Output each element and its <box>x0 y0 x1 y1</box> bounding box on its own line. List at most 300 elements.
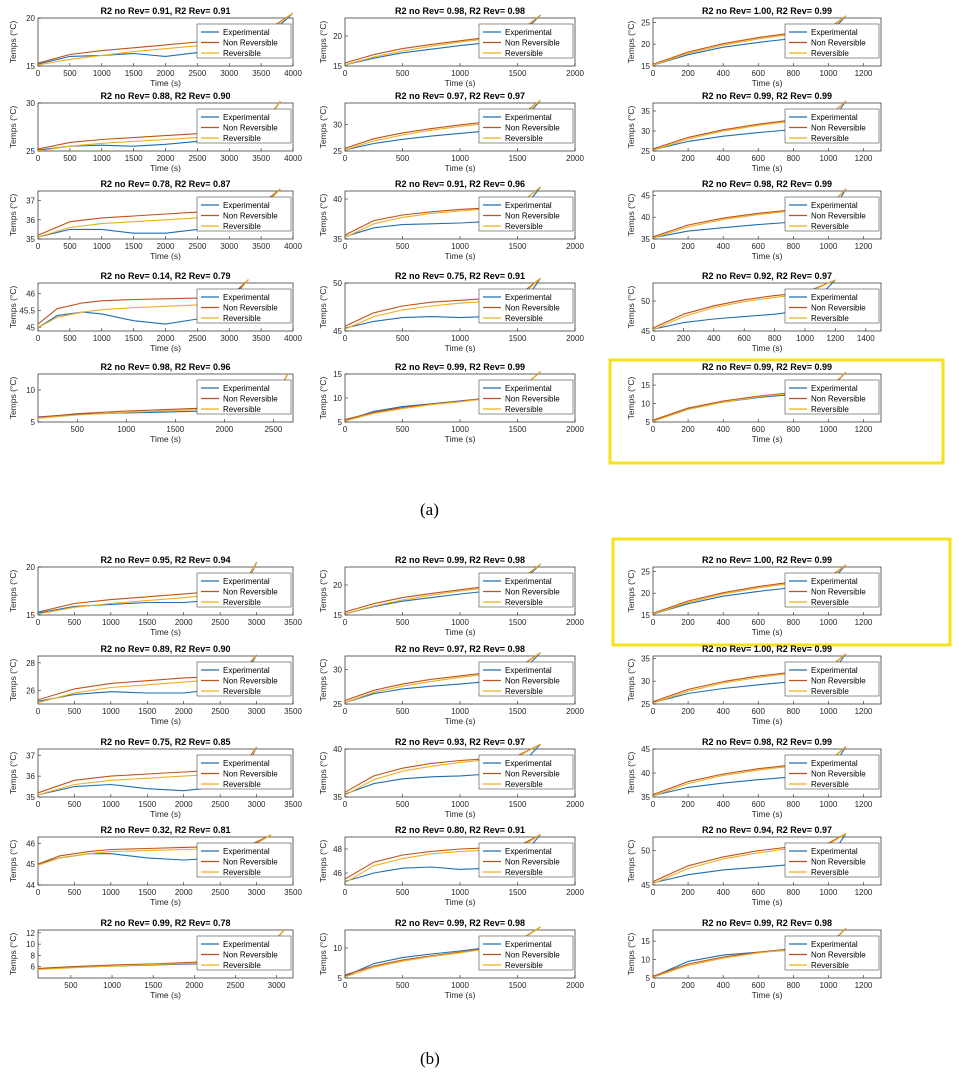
x-tick-label: 4000 <box>284 154 302 163</box>
x-tick-label: 3500 <box>252 154 271 163</box>
legend-entry: Experimental <box>811 940 858 949</box>
y-tick-label: 35 <box>641 107 650 116</box>
y-tick-label: 48 <box>333 845 342 854</box>
x-tick-label: 800 <box>786 154 800 163</box>
subplot-title: R2 no Rev= 0.98, R2 Rev= 0.99 <box>701 179 833 189</box>
y-tick-label: 45 <box>26 860 35 870</box>
legend-entry: Non Reversible <box>223 123 278 133</box>
y-tick-label: 20 <box>26 563 35 572</box>
x-axis-label: Time (s) <box>150 78 181 88</box>
x-tick-label: 1000 <box>819 69 838 78</box>
subplot-title: R2 no Rev= 0.99, R2 Rev= 0.78 <box>100 918 231 928</box>
subplot-title: R2 no Rev= 0.98, R2 Rev= 0.98 <box>394 6 526 16</box>
legend-entry: Non Reversible <box>811 394 866 404</box>
legend-entry: Experimental <box>505 201 552 210</box>
legend-entry: Experimental <box>223 847 270 856</box>
y-tick-label: 40 <box>641 213 650 223</box>
y-axis-label: Temps (°C) <box>8 932 18 976</box>
y-axis-label: Temps (°C) <box>8 569 18 613</box>
legend-entry: Non Reversible <box>505 676 560 686</box>
x-tick-label: 1200 <box>854 69 873 78</box>
y-axis-label: Temps (°C) <box>318 932 328 976</box>
x-axis-label: Time (s) <box>751 251 783 261</box>
legend-entry: Experimental <box>505 28 552 37</box>
x-tick-label: 2500 <box>188 242 207 251</box>
x-axis-label: Time (s) <box>150 897 181 907</box>
x-tick-label: 3000 <box>220 334 239 343</box>
x-tick-label: 600 <box>751 981 765 990</box>
legend-entry: Non Reversible <box>505 950 560 960</box>
x-tick-label: 0 <box>35 69 41 78</box>
x-tick-label: 400 <box>707 334 721 343</box>
x-tick-label: 2500 <box>211 888 230 897</box>
legend-entry: Non Reversible <box>223 394 278 404</box>
x-tick-label: 500 <box>395 618 410 627</box>
x-axis-label: Time (s) <box>150 251 181 261</box>
legend-entry: Experimental <box>505 847 552 856</box>
x-tick-label: 1500 <box>508 425 527 434</box>
legend <box>785 662 879 696</box>
x-axis-label: Time (s) <box>751 343 783 353</box>
x-tick-label: 500 <box>395 334 410 343</box>
y-axis-label: Temps (°C) <box>626 658 636 702</box>
x-tick-label: 2000 <box>566 334 584 343</box>
x-tick-label: 800 <box>786 888 800 897</box>
x-tick-label: 1500 <box>508 242 527 251</box>
legend-entry: Reversible <box>505 687 543 696</box>
x-tick-label: 200 <box>681 618 695 627</box>
legend-entry: Reversible <box>223 780 261 789</box>
x-axis-label: Time (s) <box>444 251 476 261</box>
subplot-a-5-1 <box>8 362 293 444</box>
y-axis-label: Temps (°C) <box>318 20 328 64</box>
x-tick-label: 2000 <box>566 888 584 897</box>
subplot-a-5-2 <box>318 362 584 444</box>
x-tick-label: 500 <box>63 334 77 343</box>
y-tick-label: 26 <box>26 686 35 696</box>
y-tick-label: 20 <box>641 40 650 50</box>
y-tick-label: 10 <box>333 394 342 403</box>
subplot-b-3-3 <box>626 737 881 819</box>
legend-entry: Reversible <box>811 134 849 143</box>
y-axis-label: Temps (°C) <box>318 569 328 613</box>
x-tick-label: 3500 <box>284 800 302 809</box>
subplot-b-5-3 <box>626 918 881 1000</box>
x-axis-label: Time (s) <box>751 809 783 819</box>
x-tick-label: 1000 <box>101 707 120 716</box>
subplot-title: R2 no Rev= 0.94, R2 Rev= 0.97 <box>701 825 833 835</box>
legend-entry: Reversible <box>505 314 543 323</box>
x-tick-label: 3500 <box>284 888 302 897</box>
x-axis-label: Time (s) <box>444 78 476 88</box>
y-tick-label: 50 <box>641 846 650 856</box>
y-axis-label: Temps (°C) <box>8 193 18 237</box>
x-tick-label: 500 <box>67 618 82 627</box>
x-tick-label: 3000 <box>247 800 266 809</box>
subplot-b-4-3 <box>626 825 881 907</box>
x-tick-label: 1500 <box>124 242 143 251</box>
subplot-a-2-3 <box>626 91 881 173</box>
x-tick-label: 1000 <box>819 242 838 251</box>
legend-entry: Experimental <box>223 384 270 393</box>
y-tick-label: 6 <box>30 962 35 972</box>
x-tick-label: 2500 <box>188 69 207 78</box>
subplot-title: R2 no Rev= 0.91, R2 Rev= 0.91 <box>100 6 231 16</box>
subplot-title: R2 no Rev= 0.99, R2 Rev= 0.99 <box>394 362 526 372</box>
y-tick-label: 45 <box>641 745 650 754</box>
subplot-a-1-1 <box>8 6 302 88</box>
legend-entry: Experimental <box>505 384 552 393</box>
x-tick-label: 2500 <box>226 981 245 990</box>
x-tick-label: 0 <box>342 981 348 990</box>
subplot-a-3-3 <box>626 179 881 261</box>
x-tick-label: 400 <box>716 69 730 78</box>
x-tick-label: 4000 <box>284 69 302 78</box>
legend-entry: Non Reversible <box>811 950 866 960</box>
x-tick-label: 0 <box>35 800 41 809</box>
subplot-title: R2 no Rev= 0.75, R2 Rev= 0.85 <box>100 737 231 747</box>
x-tick-label: 2000 <box>566 425 584 434</box>
x-tick-label: 1500 <box>124 154 143 163</box>
x-tick-label: 1400 <box>856 334 875 343</box>
y-tick-label: 10 <box>333 944 342 953</box>
x-tick-label: 1000 <box>819 800 838 809</box>
legend <box>479 573 573 607</box>
x-axis-label: Time (s) <box>150 716 181 726</box>
y-axis-label: Temps (°C) <box>318 105 328 149</box>
x-tick-label: 4000 <box>284 334 302 343</box>
subplot-a-4-1 <box>8 271 302 353</box>
x-tick-label: 1000 <box>819 425 838 434</box>
legend-entry: Experimental <box>505 293 552 302</box>
y-tick-label: 45 <box>333 327 342 336</box>
x-tick-label: 200 <box>681 800 695 809</box>
x-tick-label: 0 <box>650 242 656 251</box>
x-tick-label: 0 <box>35 707 41 716</box>
x-tick-label: 3000 <box>247 707 266 716</box>
legend-entry: Experimental <box>223 293 270 302</box>
legend-entry: Experimental <box>223 940 270 949</box>
legend <box>197 755 291 789</box>
x-tick-label: 2000 <box>156 242 175 251</box>
legend-entry: Non Reversible <box>223 676 278 686</box>
y-tick-label: 8 <box>30 951 35 961</box>
legend-entry: Experimental <box>811 666 858 675</box>
y-axis-label: Temps (°C) <box>318 839 328 883</box>
x-tick-label: 3000 <box>220 154 239 163</box>
x-axis-label: Time (s) <box>150 163 181 173</box>
legend <box>785 289 879 323</box>
x-tick-label: 600 <box>751 242 765 251</box>
y-axis-label: Temps (°C) <box>8 751 18 795</box>
y-tick-label: 35 <box>333 235 342 244</box>
x-tick-label: 2000 <box>174 888 193 897</box>
subplot-a-2-1 <box>8 91 302 173</box>
x-tick-label: 0 <box>650 334 656 343</box>
y-tick-label: 50 <box>641 297 650 306</box>
legend-entry: Non Reversible <box>505 38 560 48</box>
x-tick-label: 200 <box>681 707 695 716</box>
x-tick-label: 400 <box>716 800 730 809</box>
x-tick-label: 200 <box>681 69 695 78</box>
x-tick-label: 3000 <box>247 618 266 627</box>
x-tick-label: 2000 <box>566 69 584 78</box>
y-tick-label: 45 <box>641 881 650 890</box>
x-tick-label: 500 <box>395 242 410 251</box>
x-tick-label: 1000 <box>451 618 469 627</box>
y-tick-label: 10 <box>641 399 650 409</box>
x-tick-label: 2500 <box>188 334 207 343</box>
legend <box>479 109 573 143</box>
x-tick-label: 1500 <box>508 707 527 716</box>
x-axis-label: Time (s) <box>751 163 783 173</box>
x-tick-label: 0 <box>342 154 348 163</box>
subplot-title: R2 no Rev= 0.89, R2 Rev= 0.90 <box>100 644 231 654</box>
x-tick-label: 1000 <box>117 425 136 434</box>
legend-entry: Reversible <box>223 961 261 970</box>
y-tick-label: 20 <box>333 581 342 590</box>
x-tick-label: 1000 <box>92 69 111 78</box>
y-tick-label: 5 <box>30 418 35 427</box>
x-tick-label: 2000 <box>174 618 193 627</box>
x-tick-label: 1000 <box>101 618 120 627</box>
x-tick-label: 0 <box>35 334 41 343</box>
x-tick-label: 500 <box>395 707 410 716</box>
x-tick-label: 2000 <box>215 425 234 434</box>
legend-entry: Non Reversible <box>505 769 560 779</box>
y-tick-label: 20 <box>26 14 35 23</box>
legend-entry: Experimental <box>811 293 858 302</box>
x-tick-label: 3500 <box>252 69 271 78</box>
legend <box>197 936 291 970</box>
x-tick-label: 1000 <box>451 888 469 897</box>
x-tick-label: 1000 <box>819 154 838 163</box>
x-tick-label: 2000 <box>156 69 175 78</box>
legend-entry: Non Reversible <box>223 857 278 867</box>
legend-entry: Reversible <box>505 961 543 970</box>
x-axis-label: Time (s) <box>150 809 181 819</box>
legend-entry: Non Reversible <box>505 211 560 221</box>
subplot-title: R2 no Rev= 0.98, R2 Rev= 0.99 <box>701 737 833 747</box>
x-tick-label: 0 <box>342 618 348 627</box>
x-tick-label: 2000 <box>566 800 584 809</box>
y-axis-label: Temps (°C) <box>318 376 328 420</box>
subplot-b-3-2 <box>318 737 584 819</box>
legend <box>197 380 291 414</box>
y-tick-label: 35 <box>26 793 35 802</box>
legend-entry: Experimental <box>811 759 858 768</box>
y-tick-label: 5 <box>337 418 342 427</box>
x-tick-label: 3000 <box>220 69 239 78</box>
x-tick-label: 500 <box>395 425 410 434</box>
x-tick-label: 600 <box>751 888 765 897</box>
x-tick-label: 1000 <box>819 707 838 716</box>
x-tick-label: 1000 <box>819 618 838 627</box>
legend-entry: Reversible <box>505 49 543 58</box>
x-tick-label: 0 <box>650 800 656 809</box>
y-tick-label: 10 <box>26 940 35 950</box>
x-tick-label: 0 <box>342 707 348 716</box>
x-tick-label: 2000 <box>185 981 204 990</box>
legend <box>479 662 573 696</box>
subplot-title: R2 no Rev= 0.97, R2 Rev= 0.98 <box>394 644 526 654</box>
legend-entry: Reversible <box>811 598 849 607</box>
x-tick-label: 600 <box>751 707 765 716</box>
legend-entry: Reversible <box>811 49 849 58</box>
x-tick-label: 1200 <box>854 981 873 990</box>
x-tick-label: 4000 <box>284 242 302 251</box>
x-tick-label: 1200 <box>854 800 873 809</box>
x-axis-label: Time (s) <box>751 897 783 907</box>
legend-entry: Reversible <box>223 49 261 58</box>
x-tick-label: 0 <box>35 242 41 251</box>
x-tick-label: 600 <box>751 69 765 78</box>
x-tick-label: 3500 <box>252 242 271 251</box>
subplot-title: R2 no Rev= 0.88, R2 Rev= 0.90 <box>100 91 231 101</box>
legend <box>479 755 573 789</box>
x-tick-label: 200 <box>681 425 695 434</box>
x-tick-label: 1000 <box>451 707 469 716</box>
x-tick-label: 2500 <box>211 800 230 809</box>
x-tick-label: 600 <box>751 154 765 163</box>
legend-entry: Reversible <box>811 314 849 323</box>
legend <box>785 380 879 414</box>
y-axis-label: Temps (°C) <box>626 569 636 613</box>
y-tick-label: 15 <box>641 611 650 620</box>
x-tick-label: 1500 <box>508 981 527 990</box>
y-axis-label: Temps (°C) <box>626 376 636 420</box>
x-tick-label: 2500 <box>211 618 230 627</box>
y-tick-label: 40 <box>333 195 342 204</box>
legend-entry: Reversible <box>505 868 543 877</box>
y-tick-label: 30 <box>641 127 650 136</box>
x-axis-label: Time (s) <box>444 897 476 907</box>
x-tick-label: 400 <box>716 242 730 251</box>
legend-entry: Reversible <box>505 598 543 607</box>
subplot-b-1-2 <box>318 555 584 637</box>
legend-entry: Reversible <box>223 868 261 877</box>
x-tick-label: 400 <box>716 707 730 716</box>
x-tick-label: 1200 <box>854 154 873 163</box>
legend <box>479 843 573 877</box>
y-axis-label: Temps (°C) <box>8 839 18 883</box>
legend-entry: Reversible <box>223 687 261 696</box>
x-tick-label: 1000 <box>451 154 469 163</box>
legend-entry: Experimental <box>811 847 858 856</box>
y-tick-label: 20 <box>641 589 650 599</box>
y-axis-label: Temps (°C) <box>318 193 328 237</box>
legend-entry: Experimental <box>505 577 552 586</box>
y-axis-label: Temps (°C) <box>8 376 18 420</box>
subplot-title: R2 no Rev= 0.80, R2 Rev= 0.91 <box>394 825 526 835</box>
legend <box>197 289 291 323</box>
legend-entry: Non Reversible <box>811 587 866 597</box>
x-tick-label: 3500 <box>284 618 302 627</box>
y-axis-label: Temps (°C) <box>8 105 18 149</box>
x-tick-label: 1500 <box>508 888 527 897</box>
legend-entry: Reversible <box>223 598 261 607</box>
x-tick-label: 3500 <box>252 334 271 343</box>
x-axis-label: Time (s) <box>751 627 783 637</box>
legend-entry: Experimental <box>223 28 270 37</box>
y-tick-label: 36 <box>26 215 35 225</box>
legend-entry: Experimental <box>505 759 552 768</box>
subplot-a-4-2 <box>318 271 584 353</box>
x-tick-label: 500 <box>395 69 410 78</box>
x-tick-label: 800 <box>786 242 800 251</box>
x-tick-label: 500 <box>395 154 410 163</box>
y-tick-label: 10 <box>26 386 35 395</box>
x-tick-label: 800 <box>786 618 800 627</box>
y-tick-label: 25 <box>641 700 650 709</box>
x-tick-label: 3000 <box>247 888 266 897</box>
x-tick-label: 1200 <box>826 334 845 343</box>
y-tick-label: 35 <box>26 235 35 244</box>
x-tick-label: 1000 <box>819 888 838 897</box>
y-axis-label: Temps (°C) <box>8 658 18 702</box>
subplot-title: R2 no Rev= 0.99, R2 Rev= 0.98 <box>701 918 833 928</box>
x-tick-label: 0 <box>650 618 656 627</box>
legend-entry: Non Reversible <box>505 123 560 133</box>
x-tick-label: 0 <box>342 425 348 434</box>
x-tick-label: 500 <box>67 888 82 897</box>
x-tick-label: 1000 <box>451 425 469 434</box>
y-tick-label: 25 <box>333 147 342 156</box>
x-tick-label: 2500 <box>264 425 283 434</box>
y-axis-label: Temps (°C) <box>318 658 328 702</box>
x-tick-label: 2000 <box>566 981 584 990</box>
x-tick-label: 1000 <box>92 154 111 163</box>
y-tick-label: 46 <box>26 839 35 849</box>
legend-entry: Experimental <box>811 113 858 122</box>
legend <box>197 24 291 58</box>
y-axis-label: Temps (°C) <box>8 285 18 329</box>
x-tick-label: 2000 <box>566 154 584 163</box>
x-tick-label: 0 <box>650 69 656 78</box>
x-tick-label: 0 <box>35 154 41 163</box>
x-tick-label: 1200 <box>854 888 873 897</box>
x-axis-label: Time (s) <box>150 627 181 637</box>
legend-entry: Reversible <box>811 868 849 877</box>
y-tick-label: 15 <box>641 937 650 947</box>
subplot-a-3-1 <box>8 179 302 261</box>
y-tick-label: 30 <box>333 665 342 675</box>
legend-entry: Reversible <box>505 780 543 789</box>
y-tick-label: 44 <box>26 881 35 890</box>
y-tick-label: 46 <box>26 289 35 299</box>
x-tick-label: 500 <box>70 425 84 434</box>
subplot-title: R2 no Rev= 0.95, R2 Rev= 0.94 <box>100 555 231 565</box>
legend-entry: Experimental <box>505 666 552 675</box>
subplot-title: R2 no Rev= 0.99, R2 Rev= 0.99 <box>701 362 833 372</box>
x-tick-label: 0 <box>342 800 348 809</box>
legend-entry: Experimental <box>223 759 270 768</box>
legend-entry: Reversible <box>811 405 849 414</box>
x-tick-label: 500 <box>67 707 82 716</box>
x-tick-label: 400 <box>716 425 730 434</box>
legend-entry: Experimental <box>505 940 552 949</box>
legend-entry: Non Reversible <box>811 123 866 133</box>
x-tick-label: 0 <box>650 425 656 434</box>
x-tick-label: 0 <box>650 888 656 897</box>
legend-entry: Non Reversible <box>223 587 278 597</box>
y-axis-label: Temps (°C) <box>626 932 636 976</box>
y-tick-label: 30 <box>333 120 342 130</box>
x-axis-label: Time (s) <box>751 78 783 88</box>
subplot-b-5-1 <box>8 918 293 1000</box>
legend <box>479 24 573 58</box>
subplot-b-1-3 <box>626 555 881 637</box>
